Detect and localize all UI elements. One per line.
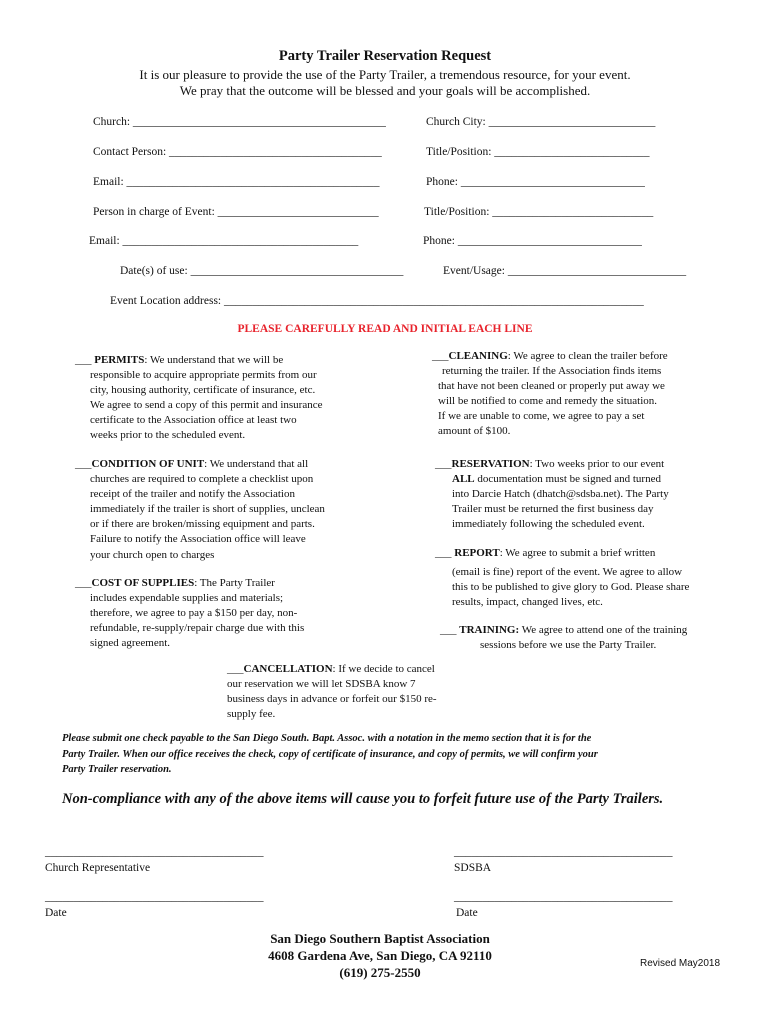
condition-heading: CONDITION OF UNIT: [91, 458, 205, 470]
section-text: : We understand that all: [204, 458, 309, 470]
phone-field[interactable]: Phone: ________________________________: [426, 176, 645, 188]
church-city-field[interactable]: Church City: _____________________________: [426, 116, 656, 128]
section-text: responsible to acquire appropriate permits from our: [90, 369, 317, 382]
email-2-field[interactable]: Email: _________________________________________: [89, 235, 359, 247]
report-heading: REPORT: [454, 547, 500, 559]
sdsba-signature-line[interactable]: ______________________________________: [454, 846, 673, 858]
org-name: San Diego Southern Baptist Association: [270, 931, 490, 946]
date-right-label: Date: [456, 907, 478, 919]
section-text: sessions before we use the Party Trailer.: [480, 639, 657, 652]
revised-date: Revised May2018: [640, 958, 721, 969]
org-footer: [230, 930, 530, 981]
submit-line: Please submit one check payable to the San Diego South. Bapt. Assoc. with a notation in the memo section that it is for the: [62, 733, 592, 744]
intro-line-2: We pray that the outcome will be blessed and your goals will be accomplished.: [179, 83, 591, 98]
section-text: : Two weeks prior to our event: [529, 458, 665, 470]
section-text: that have not been cleaned or properly put away we: [438, 380, 665, 393]
event-location-field[interactable]: Event Location address: _________________________________________________________________________: [110, 295, 644, 307]
section-text: includes expendable supplies and materials;: [90, 592, 284, 605]
section-text: (email is fine) report of the event. We agree to allow: [452, 566, 683, 579]
section-text: weeks prior to the scheduled event.: [90, 429, 246, 442]
section-text: : The Party Trailer: [194, 577, 275, 589]
section-text: We agree to send a copy of this permit and insurance: [90, 399, 323, 412]
section-text: will be notified to come and remedy the situation.: [438, 395, 658, 408]
section-text: supply fee.: [227, 708, 276, 721]
section-text: this to be published to give glory to God. Please share: [452, 581, 690, 594]
section-text: or if there are broken/missing equipment and parts.: [90, 518, 315, 531]
section-text: immediately if the trailer is short of supplies, unclean: [90, 503, 325, 516]
report-initial-blank[interactable]: ___: [435, 547, 455, 559]
section-text: documentation must be signed and turned: [474, 473, 661, 486]
section-text: : We agree to submit a brief written: [499, 547, 656, 559]
contact-person-field[interactable]: Contact Person: _____________________________________: [93, 146, 382, 158]
submit-line: Party Trailer reservation.: [62, 764, 172, 775]
section-text: signed agreement.: [90, 637, 171, 650]
submit-instructions: [62, 731, 598, 778]
supplies-section: [75, 576, 304, 651]
condition-initial-blank[interactable]: ___: [75, 458, 92, 470]
submit-line: Party Trailer. When our office receives the check, copy of certificate of insurance, and copy of permits, we will confirm your: [62, 748, 598, 760]
date-right-line[interactable]: ______________________________________: [454, 891, 673, 903]
section-text: business days in advance or forfeit our $150 re-: [227, 693, 437, 706]
title-position-2-field[interactable]: Title/Position: ____________________________: [424, 206, 654, 218]
phone-2-field[interactable]: Phone: ________________________________: [423, 235, 642, 247]
permits-heading: PERMITS: [94, 354, 145, 366]
cleaning-heading: CLEANING: [448, 350, 508, 362]
church-rep-label: Church Representative: [45, 862, 151, 874]
section-text: certificate to the Association office at least two: [90, 414, 297, 427]
section-text: immediately following the scheduled event.: [452, 518, 645, 531]
cancellation-section: [227, 662, 437, 722]
org-address: 4608 Gardena Ave, San Diego, CA 92110: [268, 948, 492, 963]
initial-notice: PLEASE CAREFULLY READ AND INITIAL EACH LINE: [237, 323, 533, 335]
permits-initial-blank[interactable]: ___: [75, 354, 95, 366]
reservation-initial-blank[interactable]: ___: [435, 458, 452, 470]
email-field[interactable]: Email: ____________________________________________: [93, 176, 380, 188]
cleaning-section: [432, 349, 668, 440]
section-text: receipt of the trailer and notify the Association: [90, 488, 295, 501]
section-text: your church open to charges: [90, 548, 215, 561]
church-field[interactable]: Church: ____________________________________________: [93, 116, 386, 128]
training-heading: TRAINING:: [459, 624, 520, 636]
section-text: amount of $100.: [438, 425, 511, 438]
date-left-line[interactable]: ______________________________________: [45, 891, 264, 903]
form-title: Party Trailer Reservation Request: [278, 48, 492, 64]
training-section: [440, 623, 687, 653]
section-text: into Darcie Hatch (dhatch@sdsba.net). The Party: [452, 488, 669, 501]
reservation-heading: RESERVATION: [451, 458, 530, 470]
section-text: churches are required to complete a checklist upon: [90, 473, 314, 486]
section-text: therefore, we agree to pay a $150 per day, non-: [90, 607, 298, 620]
section-text: : If we decide to cancel: [332, 663, 435, 675]
sdsba-label: SDSBA: [454, 862, 492, 874]
cleaning-initial-blank[interactable]: ___: [432, 350, 449, 362]
section-text: Trailer must be returned the first business day: [452, 503, 654, 516]
cancellation-initial-blank[interactable]: ___: [227, 663, 244, 675]
cancellation-heading: CANCELLATION: [243, 663, 333, 675]
church-rep-signature-line[interactable]: ______________________________________: [45, 846, 264, 858]
section-text: : We agree to clean the trailer before: [507, 350, 668, 362]
supplies-initial-blank[interactable]: ___: [75, 577, 92, 589]
section-text: results, impact, changed lives, etc.: [452, 596, 603, 609]
section-text: If we are unable to come, we agree to pay a set: [438, 410, 645, 423]
supplies-heading: COST OF SUPPLIES: [91, 577, 195, 589]
non-compliance-warning: Non-compliance with any of the above items will cause you to forfeit future use of the Party Trailers.: [62, 791, 664, 807]
all-word: ALL: [452, 473, 475, 486]
section-text: We agree to attend one of the training: [519, 624, 688, 636]
section-text: Failure to notify the Association office will leave: [90, 533, 306, 546]
training-initial-blank[interactable]: ___: [440, 624, 460, 636]
event-usage-field[interactable]: Event/Usage: _______________________________: [443, 265, 687, 277]
dates-of-use-field[interactable]: Date(s) of use: _____________________________________: [120, 265, 404, 277]
section-text: our reservation we will let SDSBA know 7: [227, 678, 416, 691]
person-in-charge-field[interactable]: Person in charge of Event: ____________________________: [93, 206, 379, 218]
date-left-label: Date: [45, 907, 67, 919]
intro-line-1: It is our pleasure to provide the use of the Party Trailer, a tremendous resource, for your event.: [139, 67, 631, 82]
org-phone: (619) 275-2550: [339, 965, 421, 980]
report-section: [435, 546, 689, 610]
reservation-section: [435, 457, 669, 532]
title-position-field[interactable]: Title/Position: ___________________________: [426, 146, 650, 158]
section-text: returning the trailer. If the Association finds items: [442, 365, 662, 378]
permits-section: [75, 353, 322, 444]
section-text: refundable, re-supply/repair charge due with this: [90, 622, 305, 635]
section-text: : We understand that we will be: [144, 354, 284, 366]
condition-section: [75, 457, 325, 563]
section-text: city, housing authority, certificate of insurance, etc.: [90, 384, 316, 397]
